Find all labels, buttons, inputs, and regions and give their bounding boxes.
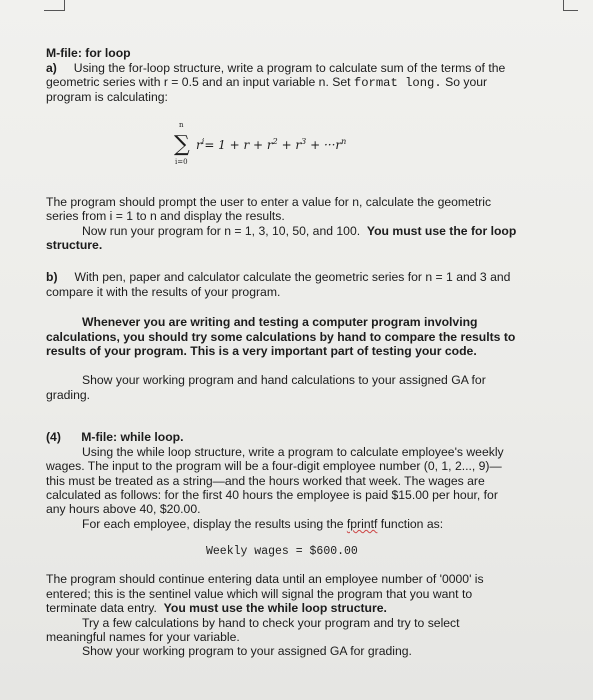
part-a-line3: program is calculating:: [46, 90, 168, 104]
page-title: M-file: for loop: [46, 46, 131, 60]
part-a-label: a): [46, 61, 57, 75]
section4-line7: The program should continue entering data until an employee number of '0000' is: [46, 572, 484, 586]
expr-tail: + ···r: [306, 138, 342, 152]
section4-line3: this must be treated as a string—and the hours worked that week. The wages are: [46, 474, 485, 488]
section4-line9: [46, 602, 387, 616]
show1-line1: Show your working program and hand calculations to your assigned GA for: [82, 373, 486, 387]
part-b-text1: With pen, paper and calculator calculate the geometric series for n = 1 and 3 and: [74, 270, 511, 284]
section4-line8: entered; this is the sentinel value which will signal the program that you want to: [46, 587, 473, 601]
bold-note-line2: calculations, you should try some calculations by hand to compare the results to: [46, 330, 516, 344]
geometric-series-formula: [174, 121, 394, 167]
expr-mid: + r: [277, 138, 302, 152]
corner-mark-right: [563, 0, 578, 11]
section4-line10: Try a few calculations by hand to check your program and try to select: [82, 616, 460, 630]
section4-line6: [82, 518, 443, 532]
weekly-wages-code: Weekly wages = $600.00: [206, 545, 358, 558]
sigma-symbol: ∑: [174, 132, 190, 157]
para1-line1: The program should prompt the user to enter a value for n, calculate the geometric: [46, 195, 492, 209]
part-a-text1: Using the for-loop structure, write a program to calculate sum of the terms of the: [73, 61, 506, 75]
section4-text6a: For each employee, display the results using the: [82, 517, 344, 531]
section4-line1: Using the while loop structure, write a program to calculate employee's weekly: [82, 445, 504, 459]
part-b-label: b): [46, 270, 58, 284]
section4-line5: any hours above 40, $20.00.: [46, 502, 201, 516]
part-b-line2: compare it with the results of your program.: [46, 285, 281, 299]
part-a-text2b: So your: [445, 75, 488, 89]
part-a-line1: [46, 62, 505, 76]
show1-line2: grading.: [46, 388, 91, 402]
section4-text6b: function as:: [380, 517, 444, 531]
part-b-line1: [46, 271, 510, 285]
expr-exp-i: i: [201, 137, 205, 146]
section4-text9b: You must use the while loop structure.: [163, 601, 387, 615]
section4-number: (4): [46, 430, 61, 444]
format-long-code: format long.: [353, 76, 442, 90]
para1-text3a: Now run your program for n = 1, 3, 10, 50, and 100.: [82, 224, 361, 238]
series-expression: [196, 137, 346, 152]
para1-line3: [82, 225, 516, 239]
fprintf-word: fprintf: [346, 517, 378, 531]
section4-line11: meaningful names for your variable.: [46, 630, 240, 644]
para1-line4: structure.: [46, 238, 103, 252]
sigma-upper-limit: n: [179, 121, 184, 129]
expr-exp-n: n: [341, 137, 347, 146]
section4-title: M-file: while loop.: [81, 430, 184, 444]
part-a-text2a: geometric series with r = 0.5 and an input variable n. Set: [46, 75, 351, 89]
expr-exp-3: 3: [301, 137, 307, 146]
expr-exp-2: 2: [272, 137, 278, 146]
section4-header: [46, 431, 183, 445]
bold-note-line3: results of your program. This is a very important part of testing your code.: [46, 344, 477, 358]
bold-note-line1: Whenever you are writing and testing a computer program involving: [82, 315, 478, 329]
section4-line2: wages. The input to the program will be a four-digit employee number (0, 1, 2..., 9)—: [46, 459, 502, 473]
para1-line2: series from i = 1 to n and display the results.: [46, 209, 285, 223]
section4-text9a: terminate data entry.: [46, 601, 157, 615]
section4-line12: Show your working program to your assigned GA for grading.: [82, 644, 412, 658]
section4-line4: calculated as follows: for the first 40 hours the employee is paid $15.00 per hour, for: [46, 488, 498, 502]
para1-text3b: You must use the for loop: [366, 224, 517, 238]
corner-mark-left: [44, 0, 65, 11]
expr-r: r: [196, 138, 202, 152]
sigma-lower-limit: i=0: [175, 158, 188, 166]
part-a-line2: [46, 76, 487, 91]
expr-rest: = 1 + r + r: [204, 138, 273, 152]
